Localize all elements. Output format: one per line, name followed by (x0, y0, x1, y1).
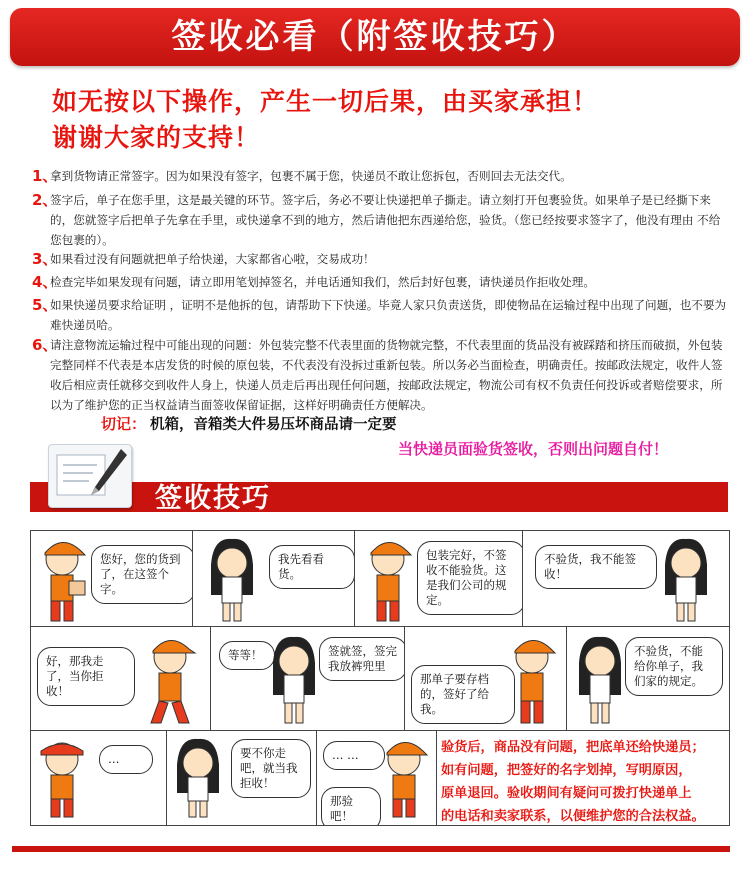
customer-figure (171, 735, 225, 821)
speech-bubble: … … (323, 741, 385, 770)
rule-text: 如果快递员要求给证明 ，证明不是他拆的包，请帮助下下快递。毕竟人家只负责送货，即使物品在运输过程中出现了问题，也不要为难快递员哈。 (50, 298, 727, 332)
customer-figure (659, 535, 713, 625)
caution-label: 切记： (101, 415, 147, 433)
speech-bubble: 包装完好，不签收不能验货。这是我们公司的规定。 (417, 541, 524, 615)
customer-figure (205, 535, 259, 625)
comic-panel (210, 626, 406, 732)
rule-item (32, 335, 728, 415)
rule-number: 1、 (32, 167, 58, 185)
banner-title: 签收必看（附签收技巧） (171, 17, 579, 57)
comic-panel (192, 530, 356, 628)
rule-number: 2、 (32, 191, 58, 209)
speech-bubble: 要不你走吧，就当我拒收！ (231, 739, 311, 798)
speech-bubble: 那验吧！ (321, 787, 381, 826)
comic-panel (404, 626, 568, 732)
rule-text: 请注意物流运输过程中可能出现的问题：外包装完整不代表里面的货物就完整，不代表里面的货品没有被踩踏和挤压而破损，外包装完整同样不代表是本店发货的时候的原包装，不代表没有没拆过重新包装。所以务必当面检查，明确责任。按邮政法规定，收件人签收后相应责任就移交到收件人身上，快递人员走后再出现任何问题，按邮政法规定，物流公司有权不负责任何投诉或者赔偿要求，所以为了维护您的正当权益请当面签收保留证据，这样好明确责任方便解决。 (50, 338, 723, 412)
rule-item (32, 190, 728, 250)
comic-panel (522, 530, 730, 628)
rule-item (32, 249, 728, 269)
comic-panel (30, 626, 212, 732)
comic-panel (354, 530, 524, 628)
courier-figure (35, 535, 89, 625)
courier-figure (141, 633, 199, 727)
advice-line: 的电话和卖家联系，以便维护您的合法权益。 (441, 809, 705, 824)
tips-title: 签收技巧 (155, 483, 271, 514)
comic-panel (566, 626, 730, 732)
rule-item (32, 295, 728, 335)
caution-text: 机箱，音箱类大件易压坏商品请一定要 (150, 417, 397, 433)
speech-bubble: 我先看看货。 (269, 545, 355, 589)
rule-item (32, 272, 728, 292)
rule-number: 3、 (32, 250, 58, 268)
tips-header-bar (30, 482, 728, 512)
rule-text: 如果看过没有问题就把单子给快递，大家都省心啦，交易成功！ (50, 252, 375, 266)
courier-figure (505, 633, 559, 727)
rule-item (32, 166, 728, 186)
speech-bubble: 那单子要存档的，签好了给我。 (411, 665, 515, 724)
comic-panel (316, 730, 438, 826)
rule-text: 签字后，单子在您手里，这是最关键的环节。签字后，务必不要让快递把单子撕走。请立刻打开包裹验货。如果单子是已经撕下来的，您就签字后把单子先拿在手里，或快递拿不到的地方，然后请他把东西递给您，验货。（您已经按要求签字了，他没有理由 不给您包裹的）。 (50, 193, 721, 247)
speech-bubble: 好，那我走了，当你拒收！ (37, 647, 135, 706)
speech-bubble: 您好，您的货到了，在这签个字。 (91, 545, 194, 604)
speech-bubble: 不验货，我不能签收！ (535, 545, 657, 589)
warning-line-1: 如无按以下操作，产生一切后果，由买家承担！ (52, 87, 599, 116)
speech-bubble: … (99, 745, 153, 774)
document-pen-icon (48, 444, 132, 508)
speech-bubble: 不验货，不能给你单子，我们家的规定。 (625, 637, 723, 696)
top-banner (10, 8, 740, 66)
rule-text: 拿到货物请正常签字。因为如果没有签字，包裹不属于您，快递员不敢让您拆包，否则回去无法交代。 (50, 169, 572, 183)
comic-panel (30, 730, 168, 826)
courier-figure (35, 735, 89, 821)
advice-text (441, 736, 731, 828)
warning-line-2: 谢谢大家的支持！ (52, 123, 261, 152)
rule-number: 4、 (32, 273, 58, 291)
speech-bubble: 等等！ (219, 641, 275, 670)
advice-line: 如有问题，把签好的名字划掉，写明原因， (441, 763, 692, 778)
customer-figure (267, 633, 321, 727)
courier-figure (377, 735, 431, 821)
inspection-notice: 当快递员面验货签收，否则出问题自付！ (398, 440, 669, 458)
comic-panel (30, 530, 194, 628)
courier-figure (361, 535, 415, 625)
rule-text: 检查完毕如果发现有问题，请立即用笔划掉签名，并电话通知我们，然后封好包裹，请快递员作拒收处理。 (50, 275, 595, 289)
advice-line: 原单退回。验收期间有疑问可拨打快递单上 (441, 786, 692, 801)
footer-divider (12, 846, 730, 852)
rule-number: 6、 (32, 336, 58, 354)
comic-panel (166, 730, 318, 826)
speech-bubble: 签就签，签完我放裤兜里 (319, 637, 406, 681)
customer-figure (573, 633, 627, 727)
advice-line: 验货后，商品没有问题，把底单还给快递员； (441, 740, 705, 755)
rule-number: 5、 (32, 296, 58, 314)
